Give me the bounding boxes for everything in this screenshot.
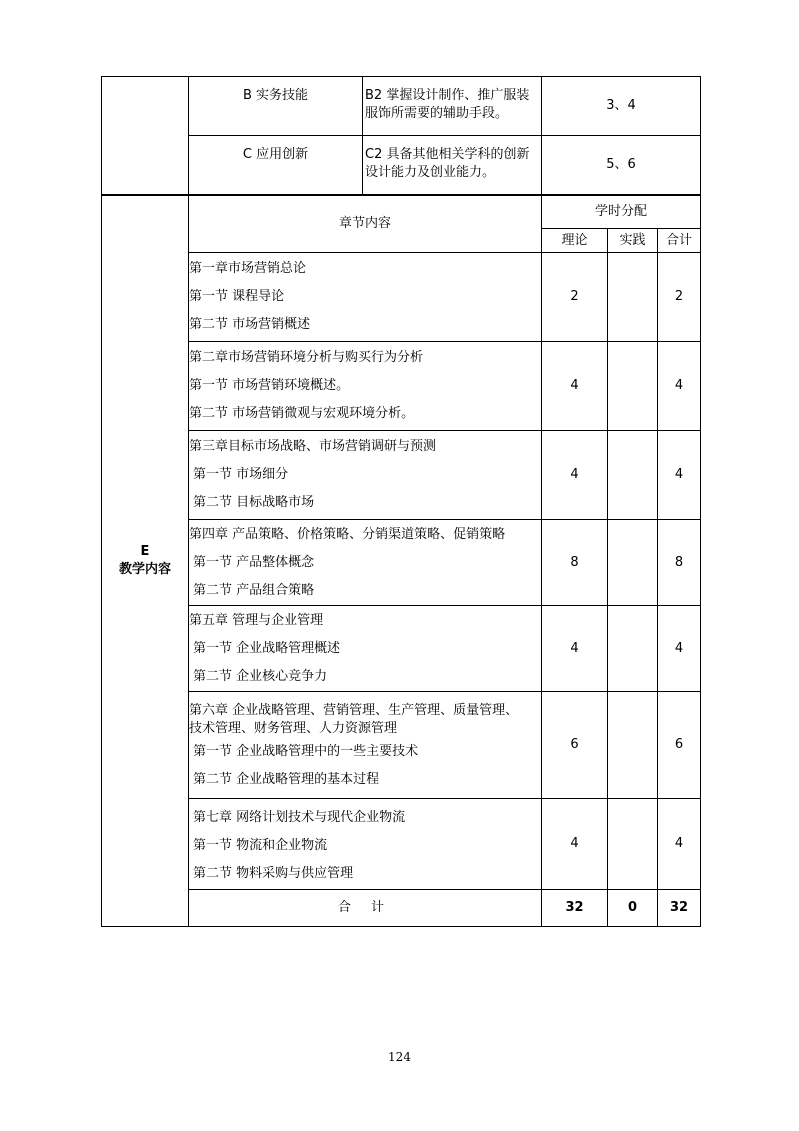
objective-row (102, 136, 701, 195)
chapter-line: 第二节 市场营销微观与宏观环境分析。 (189, 406, 415, 421)
chapter-line: 第二节 企业核心竞争力 (193, 668, 328, 684)
chapter-content (189, 799, 542, 890)
theory-hours: 4 (542, 606, 608, 692)
total-row (102, 890, 701, 927)
practice-hours (608, 520, 658, 606)
chapter-line: 第一节 物流和企业物流 (193, 838, 328, 853)
chapter-content (189, 606, 542, 692)
section-label-cell (102, 196, 189, 927)
chapter-line: 第二节 市场营销概述 (189, 317, 311, 332)
theory-hours: 8 (542, 520, 608, 606)
header-content: 章节内容 (189, 196, 542, 253)
total-label: 合 计 (189, 890, 542, 927)
chapter-line: 第二章市场营销环境分析与购买行为分析 (189, 350, 424, 365)
theory-hours: 4 (542, 799, 608, 890)
chapter-row (102, 799, 701, 890)
theory-hours: 2 (542, 253, 608, 342)
section-letter: E (140, 544, 150, 559)
practice-hours (608, 431, 658, 520)
chapter-line: 第一节 课程导论 (189, 289, 285, 304)
objectives-table (101, 76, 701, 195)
chapter-content (189, 520, 542, 606)
chapter-content (189, 692, 542, 799)
chapter-line: 第一章市场营销总论 (189, 261, 307, 276)
chapter-row (102, 520, 701, 606)
practice-hours (608, 253, 658, 342)
objective-description: C2 具备其他相关学科的创新设计能力及创业能力。 (363, 136, 542, 195)
total-hours: 2 (658, 253, 701, 342)
practice-hours (608, 799, 658, 890)
practice-hours (608, 342, 658, 431)
page-number: 124 (388, 1050, 411, 1064)
chapter-content (189, 431, 542, 520)
chapter-line: 第一节 企业战略管理中的一些主要技术 (193, 744, 419, 759)
chapter-row (102, 253, 701, 342)
theory-hours: 6 (542, 692, 608, 799)
chapter-row (102, 692, 701, 799)
total-hours: 6 (658, 692, 701, 799)
chapter-row (102, 342, 701, 431)
chapter-line: 第一节 企业战略管理概述 (193, 640, 341, 656)
header-theory: 理论 (542, 229, 608, 253)
total-total: 32 (658, 890, 701, 927)
chapter-line: 第三章目标市场战略、市场营销调研与预测 (189, 439, 437, 454)
total-hours: 4 (658, 799, 701, 890)
chapter-line: 第六章 企业战略管理、营销管理、生产管理、质量管理、 (189, 703, 519, 718)
objective-row (102, 77, 701, 136)
objective-semesters: 3、4 (542, 77, 701, 136)
chapter-line: 第一节 市场细分 (193, 467, 289, 482)
chapter-line: 第四章 产品策略、价格策略、分销渠道策略、促销策略 (189, 526, 506, 542)
header-practice: 实践 (608, 229, 658, 253)
total-hours: 8 (658, 520, 701, 606)
chapter-line: 第一节 产品整体概念 (193, 554, 315, 570)
theory-hours: 4 (542, 431, 608, 520)
theory-hours: 4 (542, 342, 608, 431)
blank-cell (102, 77, 189, 195)
chapter-line: 技术管理、财务管理、人力资源管理 (189, 721, 398, 736)
chapter-line: 第二节 产品组合策略 (193, 582, 315, 598)
chapter-row (102, 431, 701, 520)
objective-category: B 实务技能 (189, 77, 363, 136)
chapter-line: 第二节 物料采购与供应管理 (193, 866, 354, 881)
objective-description: B2 掌握设计制作、推广服装服饰所需要的辅助手段。 (363, 77, 542, 136)
total-hours: 4 (658, 342, 701, 431)
header-hours: 学时分配 (542, 196, 701, 229)
chapter-line: 第七章 网络计划技术与现代企业物流 (193, 810, 406, 825)
chapter-line: 第二节 企业战略管理的基本过程 (193, 772, 380, 787)
section-title: 教学内容 (118, 562, 171, 577)
practice-hours (608, 692, 658, 799)
objective-category: C 应用创新 (189, 136, 363, 195)
header-row (102, 196, 701, 229)
chapter-row (102, 606, 701, 692)
total-hours: 4 (658, 431, 701, 520)
chapter-content (189, 253, 542, 342)
chapter-line: 第二节 目标战略市场 (193, 495, 315, 510)
chapter-content (189, 342, 542, 431)
total-practice: 0 (608, 890, 658, 927)
total-theory: 32 (542, 890, 608, 927)
practice-hours (608, 606, 658, 692)
teaching-content-table (101, 195, 701, 927)
chapter-line: 第五章 管理与企业管理 (189, 612, 324, 628)
chapter-line: 第一节 市场营销环境概述。 (189, 378, 350, 393)
header-total: 合计 (658, 229, 701, 253)
total-hours: 4 (658, 606, 701, 692)
objective-semesters: 5、6 (542, 136, 701, 195)
